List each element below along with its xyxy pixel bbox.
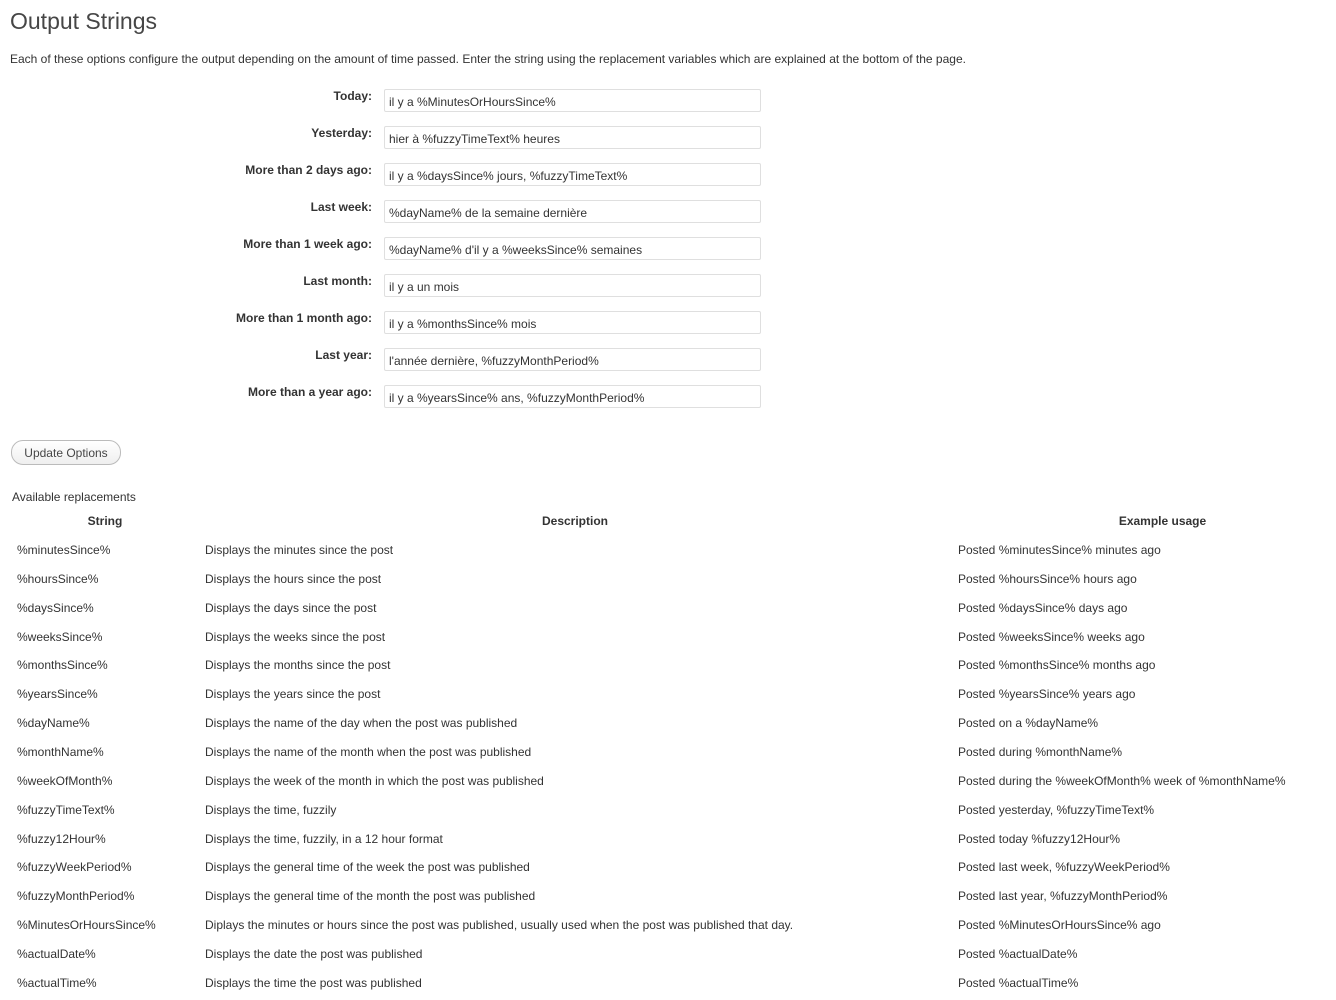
replacement-description: Displays the week of the month in which the post was published <box>205 774 544 788</box>
replacement-example: Posted %actualDate% <box>958 947 1078 961</box>
replacement-string: %monthsSince% <box>17 658 108 672</box>
column-header-description: Description <box>541 514 608 528</box>
replacement-string: %fuzzyMonthPeriod% <box>17 889 135 903</box>
replacement-string: %fuzzyTimeText% <box>17 803 115 817</box>
table-row <box>0 976 1336 996</box>
table-row <box>0 630 1336 650</box>
form-row <box>0 126 780 150</box>
replacement-description: Diplays the minutes or hours since the post was published, usually used when the post was published that day. <box>205 918 794 932</box>
output-string-input[interactable] <box>384 348 761 371</box>
field-label: Last year: <box>315 348 372 362</box>
output-string-input[interactable] <box>384 274 761 297</box>
replacement-example: Posted last year, %fuzzyMonthPeriod% <box>958 889 1168 903</box>
update-options-button[interactable]: Update Options <box>11 440 121 465</box>
column-header-string: String <box>87 514 123 528</box>
table-row <box>0 543 1336 563</box>
replacement-description: Displays the time, fuzzily, in a 12 hour format <box>205 832 443 846</box>
replacement-string: %actualTime% <box>17 976 97 990</box>
replacement-description: Displays the time, fuzzily <box>205 803 337 817</box>
form-row <box>0 311 780 335</box>
replacement-description: Displays the time the post was published <box>205 976 422 990</box>
table-row <box>0 947 1336 967</box>
form-row <box>0 200 780 224</box>
table-row <box>0 889 1336 909</box>
replacement-example: Posted during the %weekOfMonth% week of %monthName% <box>958 774 1286 788</box>
output-string-input[interactable] <box>384 163 761 186</box>
table-row <box>0 918 1336 938</box>
replacement-string: %monthName% <box>17 745 104 759</box>
replacement-string: %fuzzy12Hour% <box>17 832 106 846</box>
replacement-description: Displays the hours since the post <box>205 572 382 586</box>
replacement-string: %daysSince% <box>17 601 94 615</box>
table-row <box>0 745 1336 765</box>
replacement-description: Displays the days since the post <box>205 601 377 615</box>
field-label: More than 1 month ago: <box>236 311 372 325</box>
replacement-example: Posted %daysSince% days ago <box>958 601 1128 615</box>
output-string-input[interactable] <box>384 311 761 334</box>
field-label: More than a year ago: <box>247 385 372 399</box>
replacement-description: Displays the months since the post <box>205 658 391 672</box>
replacement-string: %weekOfMonth% <box>17 774 113 788</box>
replacement-string: %yearsSince% <box>17 687 98 701</box>
table-row <box>0 658 1336 678</box>
column-header-example-usage: Example usage <box>1118 514 1207 528</box>
form-row <box>0 385 780 409</box>
form-row <box>0 237 780 261</box>
field-label: More than 2 days ago: <box>245 163 372 177</box>
field-label: Today: <box>333 89 372 103</box>
intro-text: Each of these options configure the output depending on the amount of time passed. Enter the string using the replacement variables which are explained at the bottom of the page. <box>10 52 966 66</box>
replacement-example: Posted %actualTime% <box>958 976 1079 990</box>
replacement-example: Posted last week, %fuzzyWeekPeriod% <box>958 860 1170 874</box>
replacement-description: Displays the name of the day when the post was published <box>205 716 518 730</box>
replacement-string: %fuzzyWeekPeriod% <box>17 860 132 874</box>
replacement-example: Posted %monthsSince% months ago <box>958 658 1156 672</box>
replacement-string: %dayName% <box>17 716 90 730</box>
replacement-example: Posted %hoursSince% hours ago <box>958 572 1137 586</box>
field-label: Yesterday: <box>311 126 372 140</box>
replacement-string: %hoursSince% <box>17 572 99 586</box>
replacement-description: Displays the weeks since the post <box>205 630 386 644</box>
table-row <box>0 716 1336 736</box>
output-string-input[interactable] <box>384 237 761 260</box>
output-string-input[interactable] <box>384 385 761 408</box>
table-row <box>0 803 1336 823</box>
replacement-string: %minutesSince% <box>17 543 111 557</box>
field-label: Last week: <box>310 200 372 214</box>
replacement-description: Displays the general time of the month the post was published <box>205 889 536 903</box>
replacement-example: Posted %weeksSince% weeks ago <box>958 630 1145 644</box>
form-row <box>0 89 780 113</box>
replacement-example: Posted during %monthName% <box>958 745 1123 759</box>
replacement-example: Posted %yearsSince% years ago <box>958 687 1136 701</box>
replacement-description: Displays the general time of the week the post was published <box>205 860 530 874</box>
table-row <box>0 687 1336 707</box>
replacement-example: Posted yesterday, %fuzzyTimeText% <box>958 803 1155 817</box>
replacement-string: %MinutesOrHoursSince% <box>17 918 156 932</box>
form-row <box>0 274 780 298</box>
output-string-input[interactable] <box>384 126 761 149</box>
replacement-string: %weeksSince% <box>17 630 103 644</box>
replacement-example: Posted today %fuzzy12Hour% <box>958 832 1121 846</box>
replacement-description: Displays the years since the post <box>205 687 381 701</box>
replacement-description: Displays the minutes since the post <box>205 543 394 557</box>
table-row <box>0 601 1336 621</box>
replacement-example: Posted %MinutesOrHoursSince% ago <box>958 918 1161 932</box>
field-label: Last month: <box>303 274 372 288</box>
replacement-string: %actualDate% <box>17 947 96 961</box>
form-row <box>0 163 780 187</box>
available-replacements-heading: Available replacements <box>12 490 136 504</box>
output-string-input[interactable] <box>384 89 761 112</box>
replacement-example: Posted on a %dayName% <box>958 716 1099 730</box>
table-row <box>0 860 1336 880</box>
output-string-input[interactable] <box>384 200 761 223</box>
form-row <box>0 348 780 372</box>
page-title: Output Strings <box>10 8 158 34</box>
replacement-description: Displays the name of the month when the post was published <box>205 745 532 759</box>
table-row <box>0 832 1336 852</box>
replacement-example: Posted %minutesSince% minutes ago <box>958 543 1161 557</box>
table-row <box>0 774 1336 794</box>
field-label: More than 1 week ago: <box>243 237 372 251</box>
table-row <box>0 572 1336 592</box>
replacement-description: Displays the date the post was published <box>205 947 423 961</box>
